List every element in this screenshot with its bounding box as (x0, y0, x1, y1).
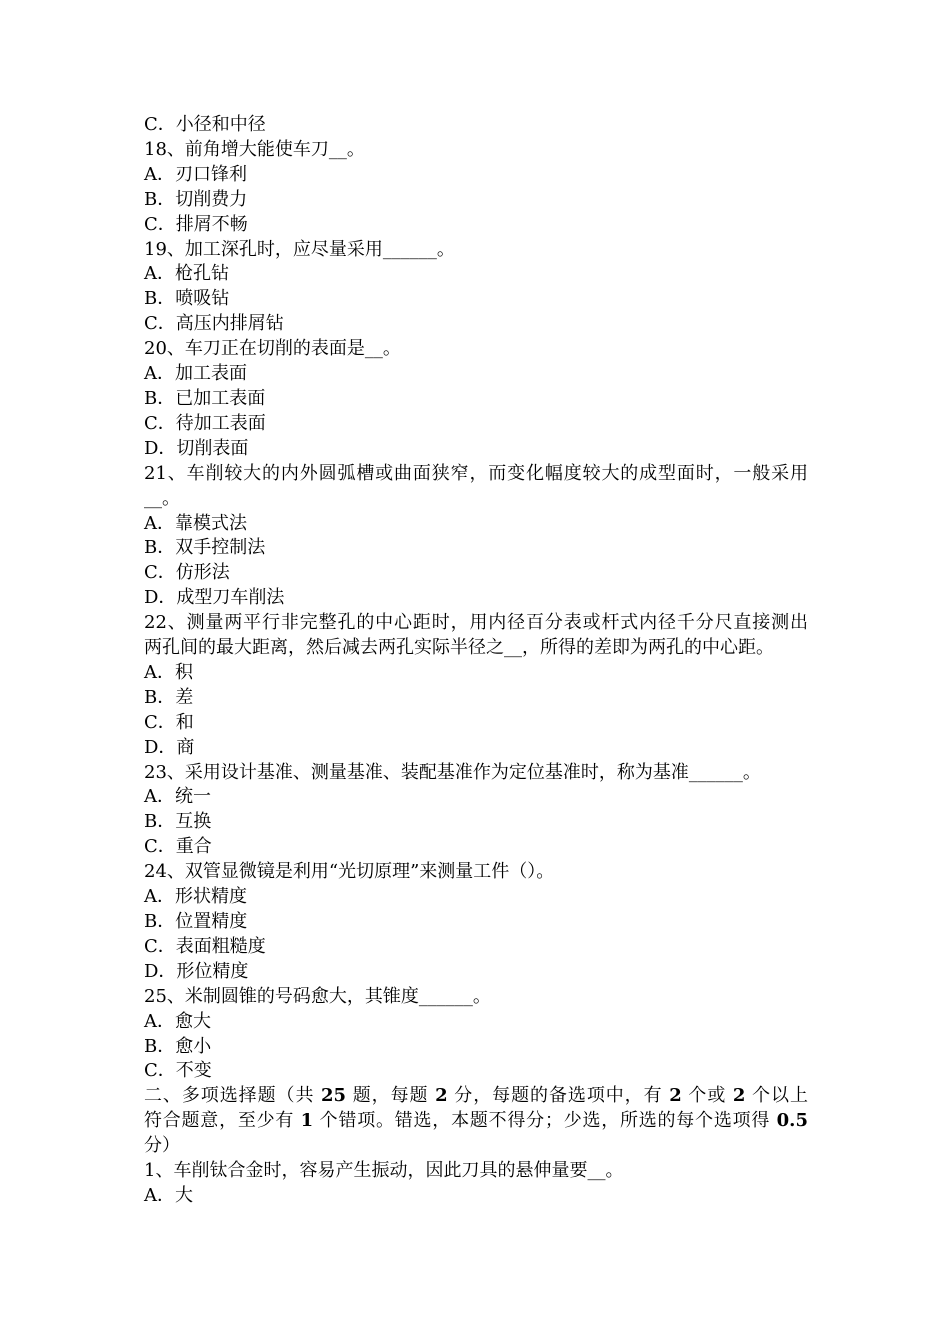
option-line: A．积 (144, 661, 193, 683)
points-per-question: 2 (435, 1085, 448, 1107)
section-heading-line-3: 分） (144, 1135, 180, 1157)
question-22: 22、测量两平行非完整孔的中心距时，用内径百分表或杆式内径千分尺直接测出 (144, 612, 808, 634)
heading-text: 分，每题的备选项中，有 (447, 1085, 670, 1107)
option-line: C．仿形法 (144, 562, 230, 584)
option-line: C．和 (144, 711, 194, 733)
question-multi-1: 1、车削钛合金时，容易产生振动，因此刀具的悬伸量要__。 (144, 1160, 624, 1182)
option-line: B．差 (144, 686, 194, 708)
option-line: B．愈小 (144, 1035, 212, 1057)
option-line: A．枪孔钻 (144, 263, 229, 285)
min-correct-count: 2 (669, 1085, 682, 1107)
option-line: A．统一 (144, 786, 211, 808)
question-22-cont: 两孔间的最大距离，然后减去两孔实际半径之__，所得的差即为两孔的中心距。 (144, 637, 774, 659)
question-20: 20、车刀正在切削的表面是__。 (144, 338, 401, 360)
wrong-item-count: 1 (300, 1110, 314, 1132)
min-correct-count: 2 (732, 1085, 746, 1107)
heading-text: 二、多项选择题（共 (144, 1085, 322, 1107)
option-line: C．高压内排屑钻 (144, 313, 284, 335)
heading-text: 个以上 (745, 1085, 808, 1107)
option-line: A．形状精度 (144, 886, 247, 908)
question-21-cont: __。 (144, 487, 180, 509)
question-21: 21、车削较大的内外圆弧槽或曲面狭窄，而变化幅度较大的成型面时，一般采用 (144, 462, 808, 484)
question-25: 25、米制圆锥的号码愈大，其锥度______。 (144, 985, 491, 1007)
option-line: A．刃口锋利 (144, 163, 247, 185)
heading-text: 个错项。错选，本题不得分；少选，所选的每个选项得 (313, 1110, 777, 1132)
partial-points: 0.5 (776, 1110, 808, 1132)
option-line: B．已加工表面 (144, 387, 266, 409)
option-line: C．重合 (144, 836, 212, 858)
option-line: C．不变 (144, 1060, 212, 1082)
option-line: C．排屑不畅 (144, 213, 248, 235)
option-line: D．形位精度 (144, 960, 249, 982)
section-heading-line-2 (144, 1109, 808, 1134)
option-line: D．成型刀车削法 (144, 587, 285, 609)
question-23: 23、采用设计基准、测量基准、装配基准作为定位基准时，称为基准______。 (144, 761, 761, 783)
page-content (144, 113, 808, 1209)
option-line: C．待加工表面 (144, 412, 266, 434)
question-24: 24、双管显微镜是利用“光切原理”来测量工件（）。 (144, 861, 555, 883)
question-count: 25 (321, 1085, 347, 1107)
option-line: B．喷吸钻 (144, 288, 230, 310)
option-line: B．位置精度 (144, 911, 248, 932)
option-line: A．加工表面 (144, 363, 247, 385)
heading-text: 个或 (681, 1085, 733, 1107)
heading-text: 符合题意，至少有 (144, 1110, 301, 1132)
question-19: 19、加工深孔时，应尽量采用______。 (144, 238, 455, 260)
option-line: C．表面粗糙度 (144, 935, 266, 957)
heading-text: 题，每题 (346, 1085, 436, 1107)
option-line: B．互换 (144, 811, 212, 833)
question-18: 18、前角增大能使车刀__。 (144, 138, 365, 160)
option-line: A．靠模式法 (144, 512, 247, 534)
option-line: B．切削费力 (144, 188, 248, 210)
option-line: D．商 (144, 736, 195, 758)
option-line: D．切削表面 (144, 437, 249, 459)
option-line: A．大 (144, 1184, 193, 1206)
text-line: C．小径和中径 (144, 114, 266, 135)
option-line: A．愈大 (144, 1010, 211, 1032)
section-heading-multiple-choice (144, 1084, 808, 1109)
option-line: B．双手控制法 (144, 537, 266, 559)
